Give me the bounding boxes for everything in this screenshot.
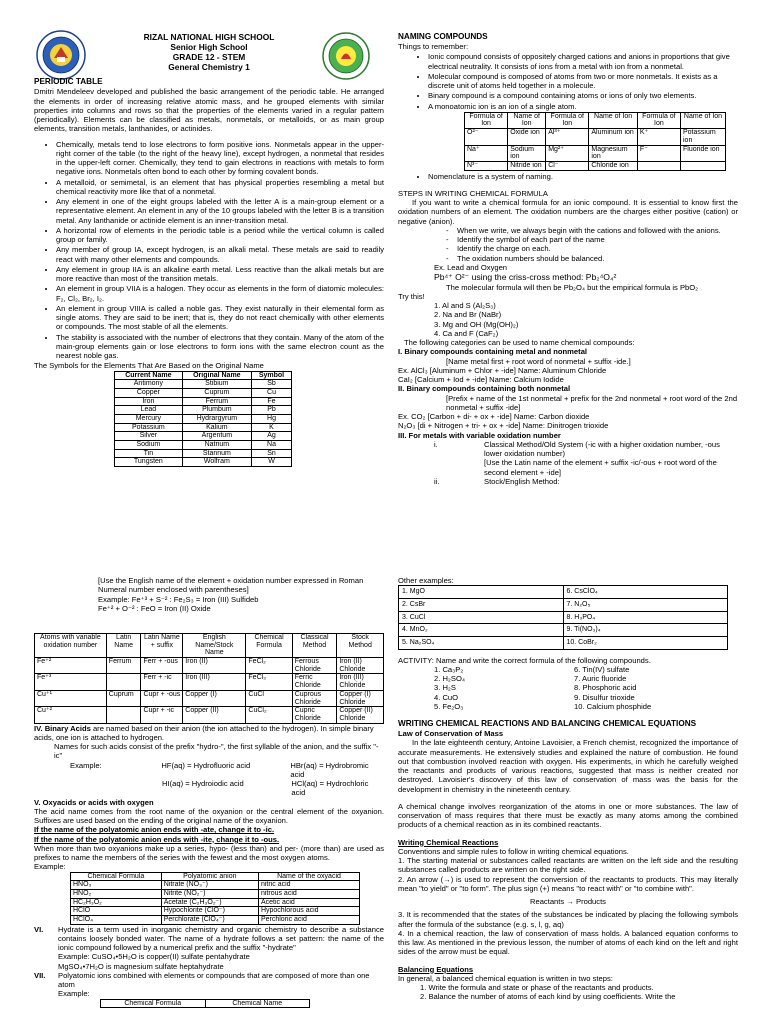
symbols-cell: Cu (251, 388, 291, 397)
acid-example: HCl(aq) = Hydrochloric acid (291, 779, 369, 798)
periodic-table-title: PERIODIC TABLE (34, 77, 103, 87)
symbols-cell: Plumbum (182, 406, 251, 415)
activity-item (434, 702, 738, 711)
category-1-example-1: Ex. AlCl₃ [Aluminum + Chlor + -ide] Name: Aluminum Chloride (398, 365, 607, 375)
ion-cell: Aluminum ion (589, 129, 637, 145)
steps-dash-list (446, 226, 738, 263)
activity-name: 6. Tin(IV) sulfate (574, 664, 630, 674)
writing-reactions-title: Writing Chemical Reactions (398, 837, 499, 847)
nomenclature-list (428, 172, 738, 181)
step-dash: - The oxidation numbers should be balanced. (446, 253, 605, 263)
conservation-law-text: In the late eighteenth century, Antoine Lavoisier, a French chemist, recognized the importance of accurate measurements. He extensively studies and explained the nature of combustion. He found out that combustion involved reaction with oxygen. His experiments, in which he carefully weighed the reactants and products of various reactions, suggested that mass is neither created nor destroyed. Lavoisier's discovery of this law of conservation of mass was the basis for the development in chemistry in the nineteenth century. (398, 738, 738, 794)
binary-acids-rule: Names for such acids consist of the prefix "hydro-", the first syllable of the anion, and the suffix "-ic" (54, 742, 379, 761)
category-1-example-2: CaI₂ [Calcium + Iod + -ide] Name: Calcium Iodide (398, 375, 564, 385)
symbols-cell: Sb (251, 380, 291, 389)
symbols-cell: Sn (251, 449, 291, 458)
try-item: 2. Na and Br (NaBr) (434, 310, 502, 320)
table-row (465, 145, 726, 161)
hydrate-example-1: Example: CuSO₄•5H₂O is copper(II) sulfate pentahydrate (58, 952, 250, 962)
table-row (115, 406, 292, 415)
step-dash: - Identify the symbol of each part of the name (446, 235, 605, 245)
ion-cell: Al³⁺ (546, 129, 589, 145)
table-row (71, 916, 360, 925)
ion-cell: Fluoride ion (681, 145, 726, 161)
symbols-cell: Stannum (182, 449, 251, 458)
variable-cell: CuCl (246, 690, 292, 706)
oxyacids-title: V. Oxyacids or acids with oxygen (34, 797, 154, 807)
ion-header: Formula of Ion (546, 112, 589, 128)
ion-cell: Magnesium ion (589, 145, 637, 161)
variable-cell: Cuprous Chloride (292, 690, 337, 706)
ion-cell: O²⁻ (465, 129, 508, 145)
bullet-ionic: • Ionic compound consists of oppositely charged cations and anions in proportions that give electrical neutrality. It consists of ions from a metal with ion from a nonmetal. (428, 52, 738, 71)
variable-cell: Cupr + -ous (141, 690, 183, 706)
hydrate-paragraph (34, 925, 384, 953)
variable-cell: Ferr + -ic (141, 674, 183, 690)
ion-header: Formula of Ion (465, 112, 508, 128)
oxyacid-cell: Acetate (C₂H₃O₂⁻) (161, 898, 258, 907)
oxyacid-cell: Hypochlorite (ClO⁻) (161, 907, 258, 916)
activity-item (434, 674, 738, 683)
stock-method: Stock/English Method: (484, 476, 560, 486)
symbols-cell: Ferrum (182, 397, 251, 406)
symbols-cell: Iron (115, 397, 183, 406)
variable-cell: Ferrum (106, 658, 141, 674)
try-item: 4. Ca and F (CaF₂) (434, 328, 499, 338)
subject-label: General Chemistry 1 (168, 62, 250, 73)
balancing-title: Balancing Equations (398, 964, 474, 974)
classical-rule: [Use the Latin name of the element + suffix -ic/-ous + root word of the second element + -ide] (484, 458, 717, 477)
bullet-metalloid: • A metalloid, or semimetal, is an element that has physical properties resembling a metal but chemical reactivity more like that of a nonmetal. (56, 178, 384, 197)
balancing-text: In general, a balanced chemical equation is written in two steps: (398, 973, 613, 983)
conventions-text: Conventions and simple rules to follow in writing chemical equations. (398, 846, 629, 856)
activity-name: 9. Disulfur trioxide (574, 692, 635, 702)
table-row (399, 624, 728, 637)
example-cell: 7. N₂O₅ (563, 598, 728, 611)
classical-method: Classical Method/Old System (-ic with a higher oxidation number, -ous lower oxidation number) (484, 439, 720, 459)
symbols-cell: K (251, 423, 291, 432)
variable-cell: FeCl₃ (246, 674, 292, 690)
table-row (115, 432, 292, 441)
symbols-cell: Stibium (182, 380, 251, 389)
activity-name: 7. Auric fluoride (574, 674, 627, 684)
category-3-item-i (434, 440, 738, 459)
reactants-products-arrow: Reactants → Products (530, 897, 606, 907)
variable-header: English Name/Stock Name (183, 634, 246, 658)
things-to-remember: Things to remember: (398, 42, 469, 51)
category-1-title: I. Binary compounds containing metal and nonmetal (398, 347, 588, 357)
oxyacids-more: When more than two oxyanions make up a series, hypo- (less than) and per- (more than) are used as prefixes to name the members of the series with the fewest and the most oxygen atoms. (34, 843, 384, 863)
ion-header: Name of Ion (589, 112, 637, 128)
symbols-cell: Kalium (182, 423, 251, 432)
oxyacids-example-label: Example: (34, 862, 66, 872)
oxyacid-header: Name of the oxyacid (258, 872, 359, 881)
activity-formula: 3. H₂S (434, 683, 456, 693)
symbols-cell: Silver (115, 432, 183, 441)
oxyacid-cell: HClO₄ (71, 916, 162, 925)
category-2-example-1: Ex. CO₂ [Carbon + di- + ox + -ide] Name: Carbon dioxide (398, 412, 590, 422)
category-3-title: III. For metals with variable oxidation number (398, 430, 561, 440)
acid-example-row-2 (162, 779, 384, 798)
activity-item (434, 665, 738, 674)
acid-example: HF(aq) = Hydrofluoric acid (161, 760, 251, 770)
oxyacid-header: Chemical Formula (71, 872, 162, 881)
oxyacid-header: Polyatomic anion (161, 872, 258, 881)
ion-header: Formula of Ion (637, 112, 680, 128)
activity-name: 10. Calcium phosphide (574, 701, 652, 711)
categories-intro: The following categories can be used to name chemical compounds: (404, 338, 635, 348)
bullet-binary: • Binary compound is a compound containing atoms or ions of only two elements. (428, 91, 738, 100)
reactions-title: WRITING CHEMICAL REACTIONS AND BALANCING CHEMICAL EQUATIONS (398, 719, 697, 729)
table-row (115, 380, 292, 389)
stock-rule: [Use the English name of the element + oxidation number expressed in Roman Numeral number enclosed with parentheses] (98, 576, 364, 595)
ion-cell (637, 161, 680, 170)
table-row (71, 889, 360, 898)
oxyacid-cell: nitric acid (258, 881, 359, 890)
symbols-cell: Na (251, 441, 291, 450)
acid-example-row-1 (70, 761, 384, 780)
example-cell: 5. Na₂SO₄ (399, 637, 564, 650)
table-row (399, 586, 728, 599)
table-row (115, 388, 292, 397)
oxyacid-cell: Perchloric acid (258, 916, 359, 925)
table-row (115, 415, 292, 424)
ion-cell: Na⁺ (465, 145, 508, 161)
periodic-bullet-list (56, 140, 384, 361)
right-bottom-column (398, 576, 738, 1024)
school-level: Senior High School (170, 42, 248, 53)
bullet-noble-gas: • An element in group VIIIA is called a noble gas. They exist naturally in their elemental form as single atoms. They are said to be inert; that is, they do not react chemically with other elements or compounds. The most stable of all the elements. (56, 304, 384, 332)
activity-list (434, 665, 738, 711)
polyatomic-header: Chemical Name (205, 999, 310, 1008)
bullet-main-group: • Any element in one of the eight groups labeled with the letter A is a main-group element or a representative element. An element in any of the 10 groups labeled with the letter B is a transition metal. Any lanthanide or actinide element is an inner-transition metal. (56, 197, 384, 225)
bullet-alkali: • Any member of group IA, except hydrogen, is an alkali metal. These metals are said to readily react with many other elements and compounds. (56, 245, 384, 264)
acid-example-label: Example: (70, 760, 102, 770)
example-cell: 1. MgO (399, 586, 564, 599)
hydrate-example-2: MgSO₄•7H₂O is magnesium sulfate heptahydrate (58, 961, 224, 971)
ion-cell (681, 161, 726, 170)
ion-cell: Chloride ion (589, 161, 637, 170)
conservation-law-title: Law of Conservation of Mass (398, 729, 504, 739)
symbols-cell: W (251, 458, 291, 467)
steps-example: Ex. Lead and Oxygen (434, 262, 508, 272)
acid-example: HI(aq) = Hydroiodic acid (162, 779, 244, 789)
variable-cell: Fe⁺² (35, 658, 107, 674)
symbols-cell: Cuprum (182, 388, 251, 397)
rule-4: 4. In a chemical reaction, the law of conservation of mass holds. A balanced equation conforms to this law. As mentioned in the previous lesson, the number of atoms of each kind on the left and right sides of the arrow must be equal. (398, 928, 738, 957)
example-cell: 4. MnO₂ (399, 624, 564, 637)
symbols-cell: Wolfram (182, 458, 251, 467)
ion-header: Name of Ion (508, 112, 546, 128)
symbols-cell: Tungsten (115, 458, 183, 467)
ion-cell: Potassium ion (681, 129, 726, 145)
table-row (71, 881, 360, 890)
oxyacid-cell: Perchlorate (ClO₄⁻) (161, 916, 258, 925)
oxyacids-ate-rule: If the name of the polyatomic anion ends with -ate, change it to -ic. (34, 825, 275, 835)
activity-formula: 2. H₂SO₄ (434, 674, 465, 684)
ion-header: Name of Ion (681, 112, 726, 128)
left-top-column (34, 32, 384, 507)
left-bottom-column (34, 576, 384, 1024)
ion-cell: Mg²⁺ (546, 145, 589, 161)
variable-cell: Copper (I) Chloride (337, 690, 384, 706)
table-row (465, 161, 726, 170)
stock-example-2: Fe⁺² + O⁻² : FeO = Iron (II) Oxide (98, 603, 211, 613)
variable-cell: Ferr + -ous (141, 658, 183, 674)
steps-intro: If you want to write a chemical formula for an ionic compound. It is essential to know first the oxidation numbers of an element. The oxidation numbers are the charges either positive (cation) or negative (anion). (398, 198, 738, 226)
variable-cell (106, 707, 141, 723)
activity-item (434, 693, 738, 702)
naming-compounds-title: NAMING COMPOUNDS (398, 32, 488, 41)
symbols-cell: Hg (251, 415, 291, 424)
oxyacid-cell: HNO₃ (71, 881, 162, 890)
variable-header: Stock Method (337, 634, 384, 658)
ion-cell: Oxide ion (508, 129, 546, 145)
variable-cell: Copper (II) Chloride (337, 707, 384, 723)
symbols-cell: Lead (115, 406, 183, 415)
variable-cell: Cuprum (106, 690, 141, 706)
balancing-step-2: 2. Balance the number of atoms of each kind by using coefficients. Write the (420, 992, 676, 1002)
roman-i: i. (434, 439, 438, 449)
symbols-cell: Tin (115, 449, 183, 458)
category-2-example-2: N₂O₃ [di + Nitrogen + tri- + ox + -ide] Name: Dinitrogen trioxide (398, 421, 609, 431)
table-row (71, 898, 360, 907)
symbols-cell: Hydrargyrum (182, 415, 251, 424)
ion-cell: F⁻ (637, 145, 680, 161)
activity-formula: 1. Ca₃P₂ (434, 664, 464, 674)
binary-acids-title: IV. Binary Acids (34, 723, 91, 733)
table-row (399, 637, 728, 650)
table-row (115, 423, 292, 432)
bullet-monoatomic: • A monoatomic ion is an ion of a single atom. (428, 102, 738, 111)
school-name: RIZAL NATIONAL HIGH SCHOOL (143, 32, 275, 42)
table-row (35, 707, 384, 723)
symbols-cell: Mercury (115, 415, 183, 424)
molecular-formula-note: The molecular formula will then be Pb₂O₄ but the empirical formula is PbO₂ (446, 282, 699, 292)
table-row (465, 129, 726, 145)
variable-cell: Fe⁺³ (35, 674, 107, 690)
bullet-halogen: • An element in group VIIA is a halogen. They occur as elements in the form of diatomic molecules: F₂, Cl₂, Br₂, I₂. (56, 284, 384, 303)
variable-cell: Ferric Chloride (292, 674, 337, 690)
ion-cell: Cl⁻ (546, 161, 589, 170)
polyatomic-text: Polyatomic ions combined with elements or compounds that are composed of more than one atom (58, 970, 370, 990)
variable-cell: Cu⁺² (35, 707, 107, 723)
activity-item (434, 683, 738, 692)
bullet-molecular: • Molecular compound is composed of atoms from two or more nonmetals. It exists as a discrete unit of atoms held together in a molecule. (428, 72, 738, 91)
variable-cell: Cu⁺¹ (35, 690, 107, 706)
oxyacid-cell: HNO₂ (71, 889, 162, 898)
variable-cell: Iron (II) Chloride (337, 658, 384, 674)
variable-header: Latin Name (106, 634, 141, 658)
activity-formula: 4. CuO (434, 692, 459, 702)
steps-title: STEPS IN WRITING CHEMICAL FORMULA (398, 188, 548, 198)
chemical-change-text: A chemical change involves reorganization of the atoms in one or more substances. The law of conservation of mass requires that there must be exactly as many atoms among the combined products of a chemical reaction as in its combined reactants. (398, 801, 738, 830)
symbols-cell: Potassium (115, 423, 183, 432)
bullet-alkaline-earth: • Any element in group IIA is an alkaline earth metal. Less reactive than the alkali metals but are more reactive than most of the transition metals. (56, 265, 384, 284)
variable-cell: Iron (III) (183, 674, 246, 690)
variable-cell: Ferrous Chloride (292, 658, 337, 674)
table-row (71, 907, 360, 916)
category-3-item-ii (434, 477, 738, 486)
example-cell: 3. CuCl (399, 611, 564, 624)
polyatomic-paragraph (34, 971, 384, 990)
polyatomic-table (100, 999, 310, 1009)
activity-instructions: ACTIVITY: Name and write the correct formula of the following compounds. (398, 655, 651, 665)
grade-label: GRADE 12 - STEM (172, 52, 246, 63)
variable-cell: Iron (II) (183, 658, 246, 674)
criss-cross-line: Pb⁴⁺ O²⁻ using the criss-cross method: Pb₂⁴O₄² (434, 272, 617, 283)
category-2-title: II. Binary compounds containing both nonmetal (398, 384, 571, 394)
try-this-label: Try this! (398, 291, 425, 301)
variable-oxidation-table (34, 633, 384, 724)
step-dash: - Identify the charge on each. (446, 244, 551, 254)
roman-ii: ii. (434, 476, 440, 486)
hydrate-number: VI. (34, 924, 44, 934)
bullet-metals: • Chemically, metals tend to lose electrons to form positive ions. Nonmetals appear in the upper-right corner of the table (to the right of the heavy line), except hydrogen, a nonmetal that resides in the upper-left corner. Chemically, they tend to gain electrons in reactions with metals to form negative ions. Nonmetals often bond to each other by forming covalent bonds. (56, 140, 384, 177)
table-row (115, 449, 292, 458)
symbols-cell: Fe (251, 397, 291, 406)
symbols-cell: Pb (251, 406, 291, 415)
bullet-stability: • The stability is associated with the number of electrons that they contain. Many of the atom of the main-group elements gain or lose electrons to form ions with the same electron count as the nearest noble gas. (56, 333, 384, 361)
oxyacid-cell: Acetic acid (258, 898, 359, 907)
oxyacid-table (70, 872, 360, 925)
rule-2: 2. An arrow (→) is used to represent the conversion of the reactants to products. This may literally mean "to yield" or "to form". The plus sign (+) means "to react with" or "to combine with". (398, 874, 738, 893)
right-top-column (398, 32, 738, 507)
variable-cell: Cupric Chloride (292, 707, 337, 723)
activity-name: 8. Phosphoric acid (574, 683, 637, 693)
ion-cell: K⁺ (637, 129, 680, 145)
other-examples-title: Other examples: (398, 576, 454, 585)
variable-header: Chemical Formula (246, 634, 292, 658)
oxyacid-cell: HC₂H₃O₂ (71, 898, 162, 907)
example-cell: 2. CsBr (399, 598, 564, 611)
variable-cell: Cupr + -ic (141, 707, 183, 723)
variable-header: Classical Method (292, 634, 337, 658)
try-item: 3. Mg and OH (Mg(OH)₂) (434, 319, 519, 329)
table-row (115, 441, 292, 450)
other-examples-table (398, 585, 728, 649)
symbols-header: Current Name (115, 371, 183, 380)
table-row (35, 690, 384, 706)
hydrate-text: Hydrate is a term used in inorganic chemistry and organic chemistry to describe a substance contains loosely bonded water. The name of a hydrate follows a set pattern: the name of the ionic compound followed by a numerical prefix and the suffix "-hydrate" (58, 924, 384, 953)
variable-header: Atoms with variable oxidation number (35, 634, 107, 658)
table-row (35, 658, 384, 674)
symbols-caption: The Symbols for the Elements That Are Based on the Original Name (34, 361, 264, 371)
ion-cell: Nitride ion (508, 161, 546, 170)
stock-example-1: Example: Fe⁺³ + S⁻² : Fe₂S₃ = Iron (III) Sulfideb (98, 594, 259, 604)
rule-3: 3. It is recommended that the states of the substances be indicated by placing the following symbols after the formula of the substance (e.g. s, l, g, aq) (398, 910, 738, 929)
category-2-rule: [Prefix + name of the 1st nonmetal + prefix for the 2nd nonmetal + root word of the 2nd nonmetal + suffix -ide] (446, 393, 738, 412)
symbols-cell: Copper (115, 388, 183, 397)
category-1-rule: [Name metal first + root word of nonmetal + suffix -ide.] (446, 356, 631, 366)
oxyacid-cell: Hypochlorous acid (258, 907, 359, 916)
naming-bullet-list (428, 52, 738, 111)
oxyacid-cell: Nitrate (NO₃⁻) (161, 881, 258, 890)
example-cell: 9. Ti(NO₃)₄ (563, 624, 728, 637)
oxyacid-cell: HClO (71, 907, 162, 916)
example-cell: 10. CoBr₂ (563, 637, 728, 650)
binary-acids-paragraph (34, 724, 384, 743)
variable-cell: CuCl₂ (246, 707, 292, 723)
try-this-list (434, 301, 738, 338)
oxyacid-cell: nitrous acid (258, 889, 359, 898)
symbols-cell: Sodium (115, 441, 183, 450)
symbols-header: Original Name (182, 371, 251, 380)
bullet-nomenclature: • Nomenclature is a system of naming. (428, 172, 738, 181)
symbols-cell: Natrium (182, 441, 251, 450)
table-row (399, 598, 728, 611)
periodic-intro: Dmitri Mendeleev developed and published the basic arrangement of the periodic table. He arranged the elements in order of increasing relative atomic mass, and he grouped elements with similar properties into columns and rows so that the properties of the elements varied in a regular pattern (periodically). Elements can be classified as metals, nonmetals, or metalloids, or as main group elements, transition metals, lanthanides, or actinides. (34, 87, 384, 134)
rule-1: 1. The starting material or substances called reactants are written on the left side and the resulting substances called products are written on the right side. (398, 856, 738, 875)
try-item: 1. Al and S (Al₂S₃) (434, 301, 496, 311)
variable-cell: FeCl₂ (246, 658, 292, 674)
table-row (399, 611, 728, 624)
table-row (115, 458, 292, 467)
example-cell: 8. H₃PO₄ (563, 611, 728, 624)
binary-acids-text: are named based on their anion (the ion attached to the hydrogen). In simple binary acids, one ion is attached to hydrogen. (34, 723, 374, 742)
activity-formula: 5. Fe₂O₃ (434, 701, 464, 711)
variable-cell (106, 674, 141, 690)
bullet-period: • A horizontal row of elements in the periodic table is a period while the vertical column is called group or family. (56, 226, 384, 245)
acid-example: HBr(aq) = Hydrobromic acid (290, 760, 369, 779)
polyatomic-header: Chemical Formula (101, 999, 206, 1008)
ion-table (464, 112, 726, 171)
polyatomic-number: VII. (34, 970, 46, 980)
oxyacid-cell: Nitrite (NO₂⁻) (161, 889, 258, 898)
table-row (115, 397, 292, 406)
variable-cell: Iron (III) Chloride (337, 674, 384, 690)
variable-header: Latin Name + suffix (141, 634, 183, 658)
balancing-step-1: 1. Write the formula and state or phase of the reactants and products. (420, 983, 654, 993)
variable-cell: Copper (I) (183, 690, 246, 706)
symbols-cell: Argentum (182, 432, 251, 441)
oxyacids-ite-rule: If the name of the polyatomic anion ends with -ite, change it to -ous. (34, 834, 280, 844)
symbols-cell: Antimony (115, 380, 183, 389)
ion-cell: Sodium ion (508, 145, 546, 161)
symbols-header: Symbol (251, 371, 291, 380)
symbols-table (114, 371, 292, 468)
table-row (35, 674, 384, 690)
step-dash: - When we write, we always begin with the cations and followed with the anions. (446, 225, 721, 235)
polyatomic-example-label: Example: (58, 989, 90, 999)
ion-cell: N³⁻ (465, 161, 508, 170)
symbols-cell: Ag (251, 432, 291, 441)
oxyacids-text: The acid name comes from the root name of the oxyanion or the central element of the oxyanion. Suffixes are used based on the ending of the original name of the oxyanion. (34, 806, 384, 826)
example-cell: 6. CsClO₄ (563, 586, 728, 599)
variable-cell: Copper (II) (183, 707, 246, 723)
